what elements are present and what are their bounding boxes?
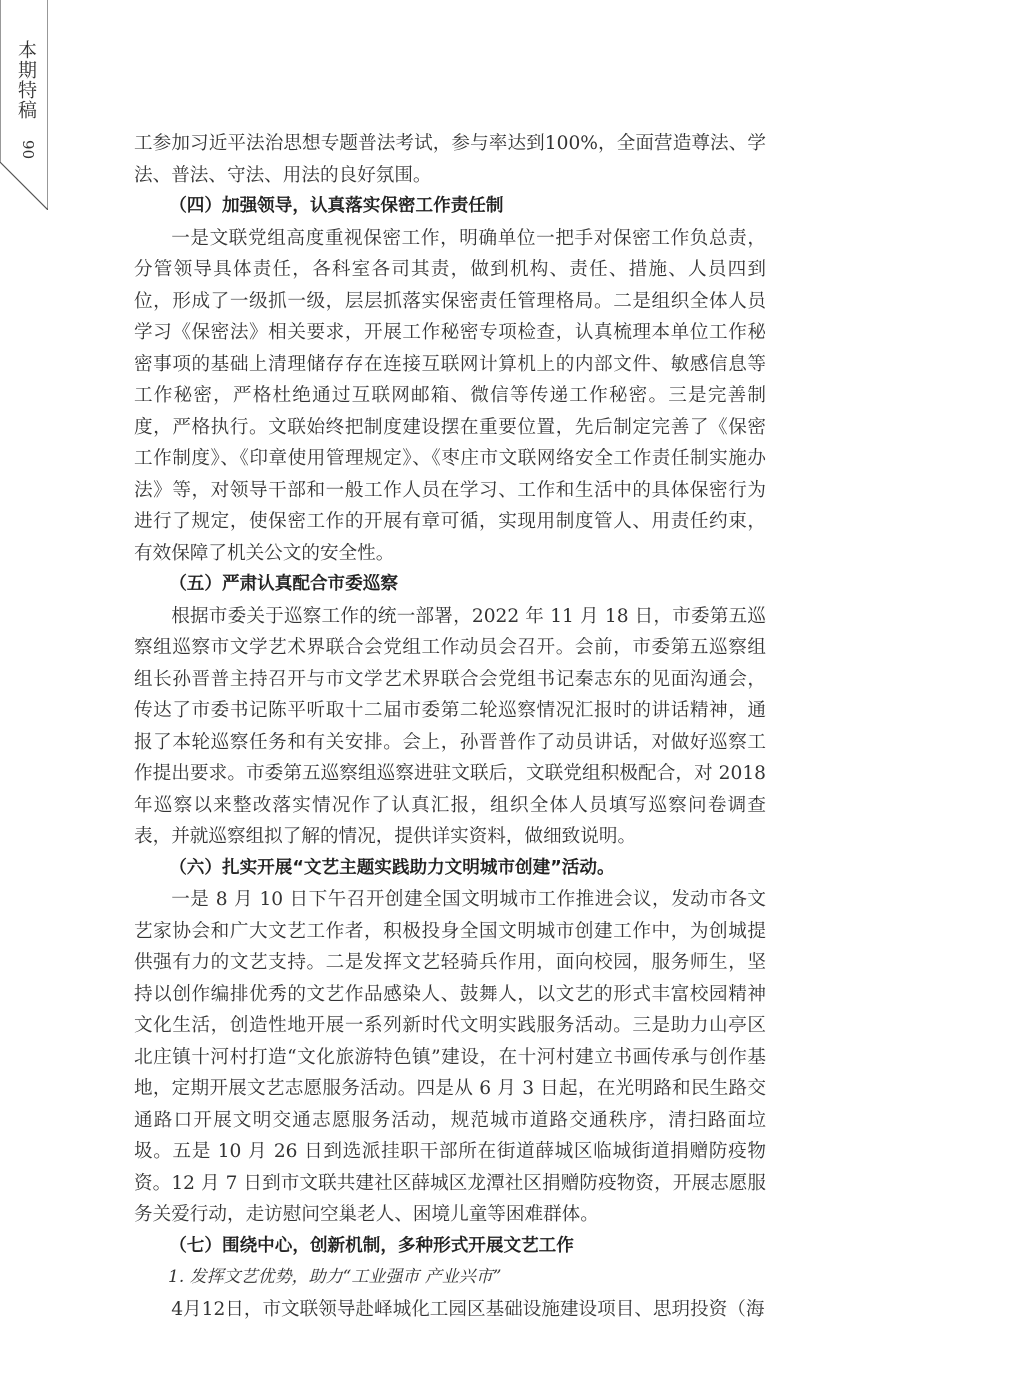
section-heading: （六）扎实开展“文艺主题实践助力文明城市创建”活动。 <box>169 857 615 878</box>
side-tab <box>0 0 48 210</box>
paragraph: 4月12日，市文联领导赴峄城化工园区基础设施建设项目、思玥投资（海 <box>171 1298 765 1320</box>
paragraph: 一是 8 月 10 日下午召开创建全国文明城市工作推进会议，发动市各文艺家协会和广大文艺工作者，积极投身全国文明城市创建工作中，为创城提供强有力的文艺支持。二是发挥文艺轻骑兵作用，面向校园，服务师生，坚持以创作编排优秀的文艺作品感染人、鼓舞人，以文艺的形式丰富校园精神文化生活，创造性地开展一系列新时代文明实践服务活动。三是助力山亭区北庄镇十河村打造“文化旅游特色镇”建设，在十河村建立书画传承与创作基地，定期开展文艺志愿服务活动。四是从 6 月 3 日起，在光明路和民生路交通路口开展文明交通志愿服务活动，规范城市道路交通秩序，清扫路面垃圾。五是 10 月 26 日到选派挂职干部所在街道薛城区临城街道捐赠防疫物资。12 月 7 日到市文联共建社区薛城区龙潭社区捐赠防疫物资，开展志愿服务关爱行动，走访慰问空巢老人、困境儿童等困难群体。 <box>134 889 766 1225</box>
subsection-heading: 1. 发挥文艺优势，助力“工业强市 产业兴市” <box>168 1267 502 1287</box>
article-body <box>134 128 766 1325</box>
paragraph: 工参加习近平法治思想专题普法考试，参与率达到100%，全面营造尊法、学法、普法、守法、用法的良好氛围。 <box>134 133 766 186</box>
section-heading: （七）围绕中心，创新机制，多种形式开展文艺工作 <box>169 1235 574 1256</box>
paragraph: 根据市委关于巡察工作的统一部署，2022 年 11 月 18 日，市委第五巡察组巡察市文学艺术界联合会党组工作动员会召开。会前，市委第五巡察组组长孙晋普主持召开与市文学艺术界联合会党组书记秦志东的见面沟通会，传达了市委书记陈平听取十二届市委第二轮巡察情况汇报时的讲话精神，通报了本轮巡察任务和有关安排。会上，孙晋普作了动员讲话，对做好巡察工作提出要求。市委第五巡察组巡察进驻文联后，文联党组积极配合，对 2018 年巡察以来整改落实情况作了认真汇报，组织全体人员填写巡察问卷调查表，并就巡察组拟了解的情况，提供详实资料，做细致说明。 <box>134 605 766 847</box>
section-heading: （四）加强领导，认真落实保密工作责任制 <box>169 196 504 216</box>
section-label: 本期特稿 <box>15 40 37 120</box>
page-number: 06 <box>20 140 38 160</box>
paragraph: 一是文联党组高度重视保密工作，明确单位一把手对保密工作负总责，分管领导具体责任，各科室各司其责，做到机构、责任、措施、人员四到位，形成了一级抓一级，层层抓落实保密责任管理格局。二是组织全体人员学习《保密法》相关要求，开展工作秘密专项检查，认真梳理本单位工作秘密事项的基础上清理储存存在连接互联网计算机上的内部文件、敏感信息等工作秘密，严格杜绝通过互联网邮箱、微信等传递工作秘密。三是完善制度，严格执行。文联始终把制度建设摆在重要位置，先后制定完善了《保密工作制度》、《印章使用管理规定》、《枣庄市文联网络安全工作责任制实施办法》等，对领导干部和一般工作人员在学习、工作和生活中的具体保密行为进行了规定，使保密工作的开展有章可循，实现用制度管人、用责任约束，有效保障了机关公文的安全性。 <box>134 227 766 564</box>
section-heading: （五）严肃认真配合市委巡察 <box>169 574 398 594</box>
